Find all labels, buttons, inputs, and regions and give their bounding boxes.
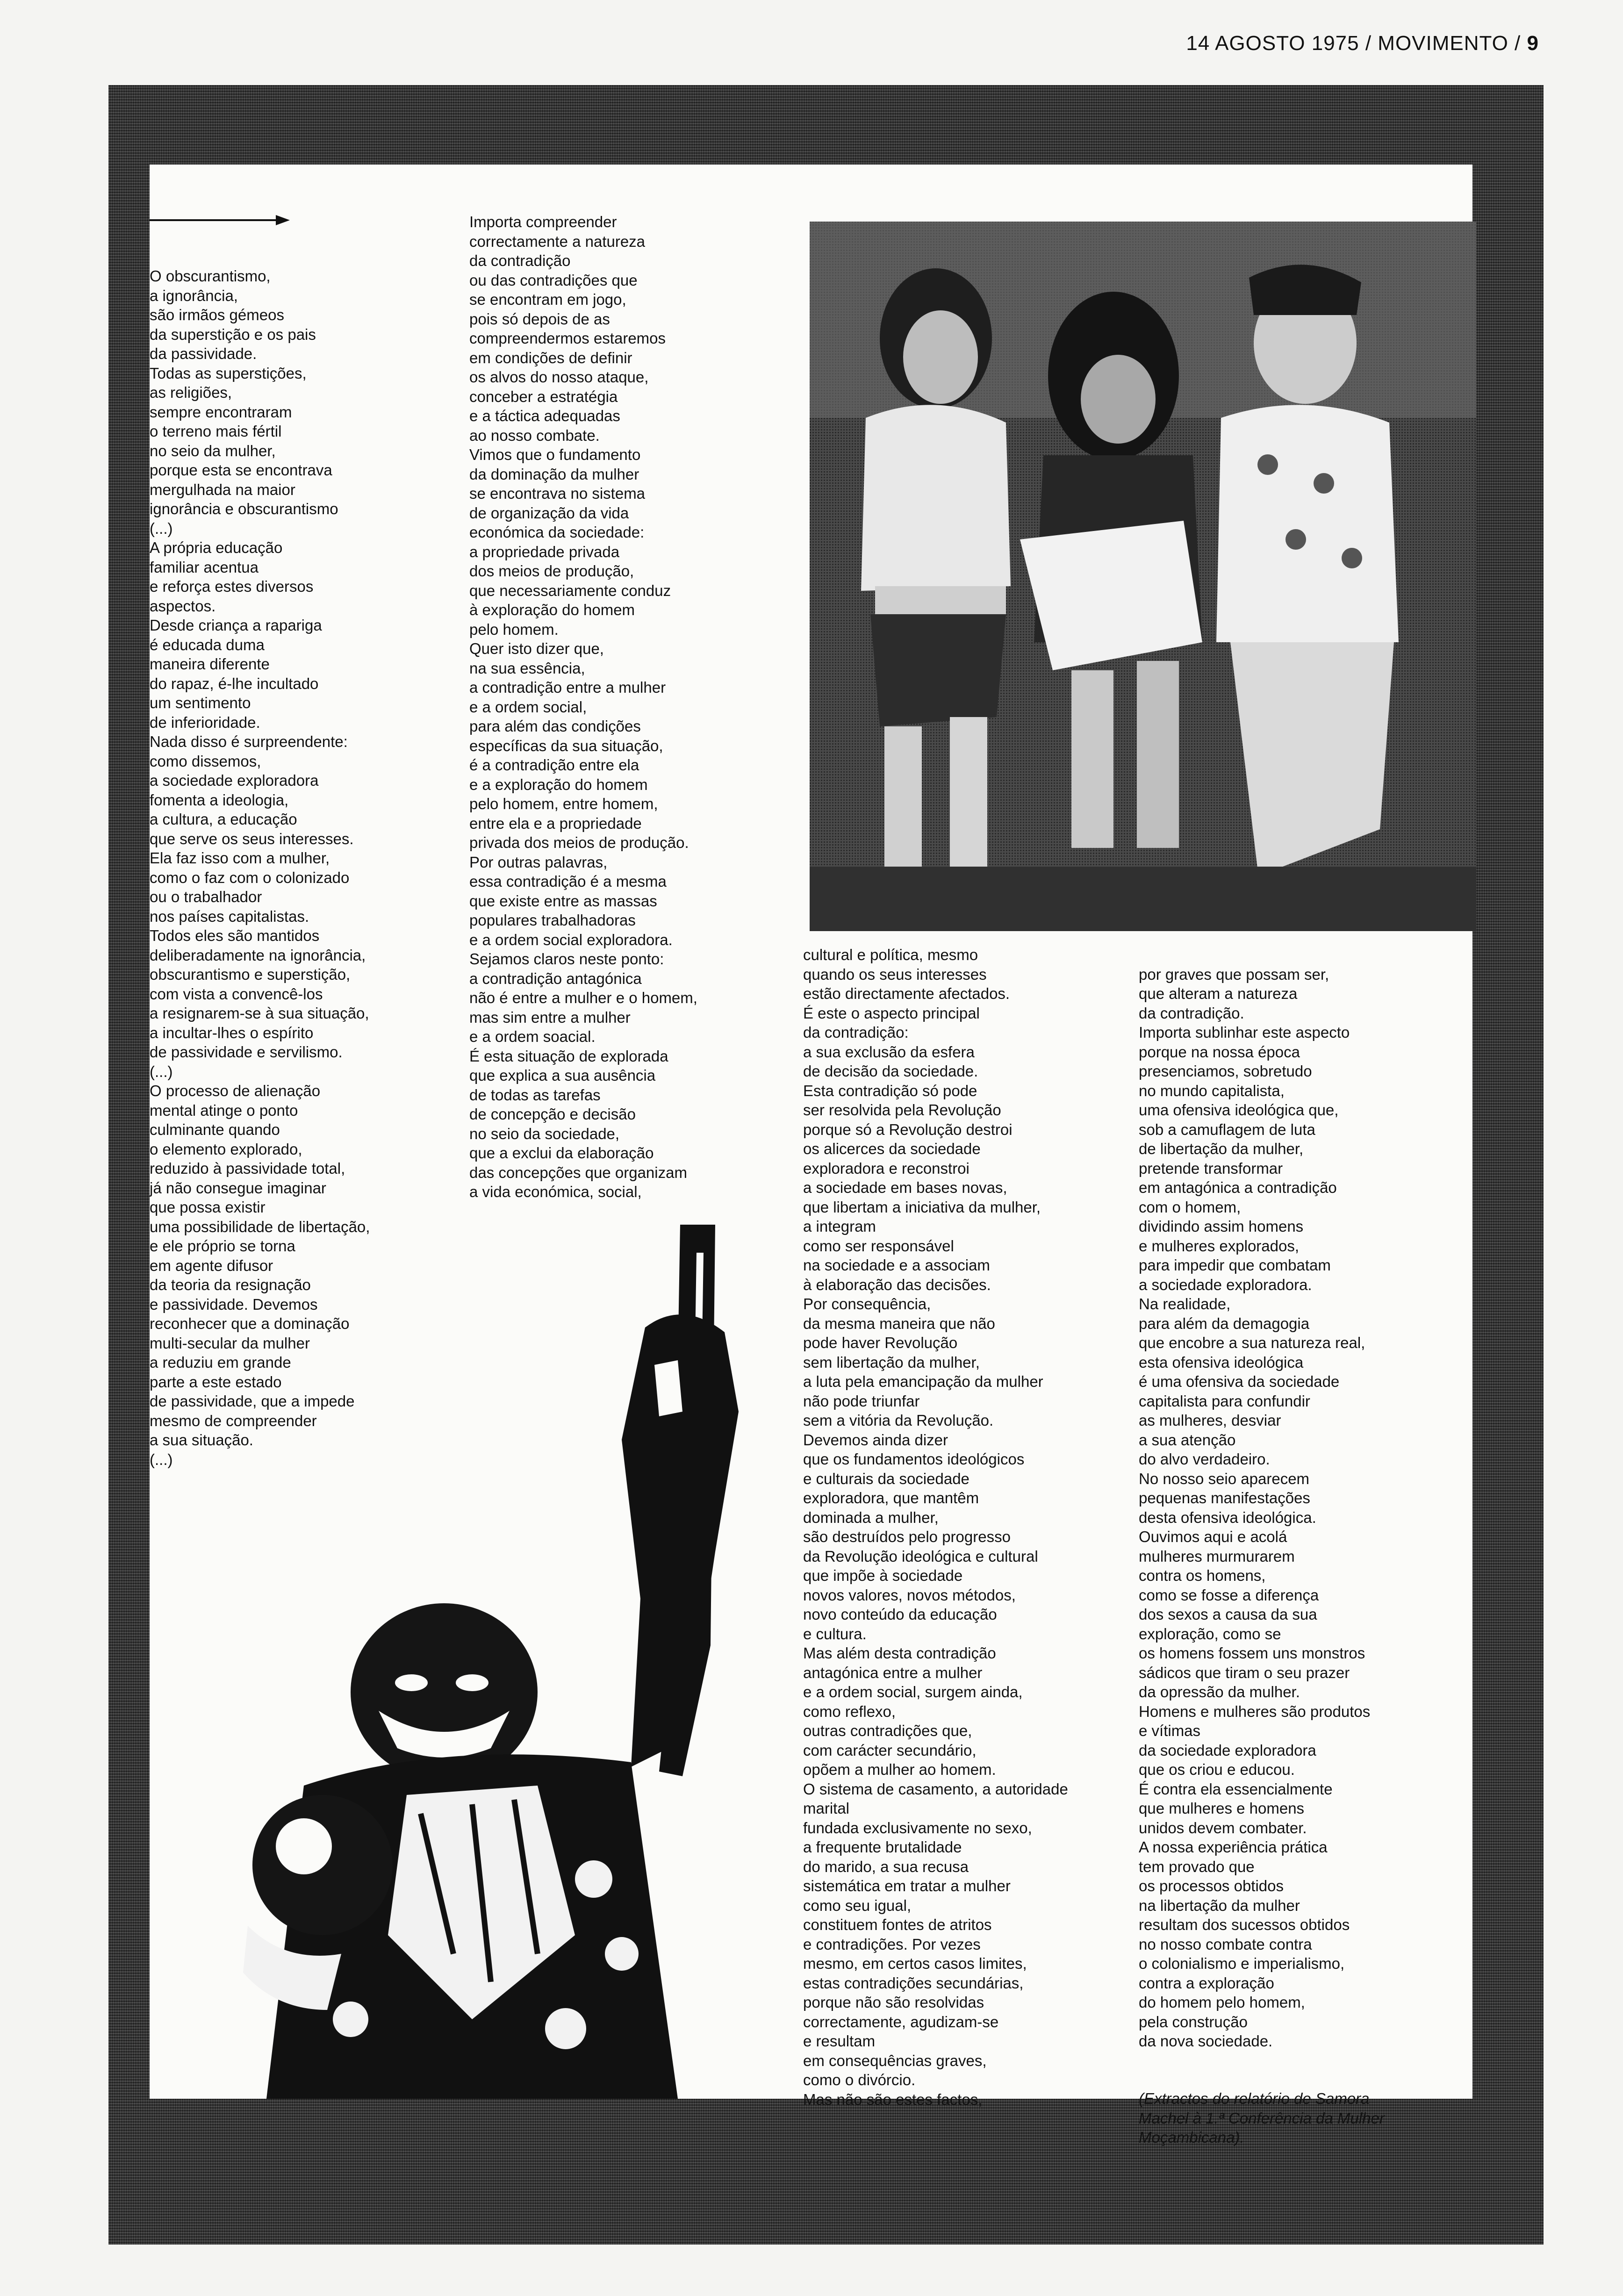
woman-with-hoe-illustration xyxy=(210,1225,804,2099)
arrow-icon xyxy=(150,213,290,227)
source-caption: (Extractos do relatório de Samora Machel à 1.ª Conferência da Mulher Moçambicana). xyxy=(1139,2090,1385,2146)
header-date: 14 AGOSTO 1975 / MOVIMENTO / xyxy=(1186,32,1521,55)
text-column-3: cultural e política, mesmo quando os seus interesses estão directamente afectados. É este o aspecto principal da contradição: a sua exclusão da esfera de decisão da sociedade. Esta contradição só pode ser resolvida pela Revolução porque só a Revolução destroi os alicerces da sociedade exploradora e reconstroi a sociedade em bases novas, que libertam a iniciativa da mulher, a integram como ser responsável na sociedade e a associam à elaboração das decisões. Por consequência, da mesma maneira que não pode haver Revolução sem libertação da mulher, a luta pela emancipação da mulher não pode triunfar sem a vitória da Revolução. Devemos ainda dizer que os fundamentos ideológicos e culturais da sociedade exploradora, que mantêm dominada a mulher, são destruídos pelo progresso da Revolução ideológica e cultural que impõe à sociedade novos valores, novos métodos, novo conteúdo da educação e cultura. Mas além desta contradição antagónica entre a mulher e a ordem social, surgem ainda, como reflexo, outras contradições que, com carácter secundário, opõem a mulher ao homem. O sistema de casamento, a autoridade marital fundada exclusivamente no sexo, a frequente brutalidade do marido, a sua recusa sistemática em tratar a mulher como seu igual, constituem fontes de atritos e contradições. Por vezes mesmo, em certos casos limites, estas contradições secundárias, porque não são resolvidas correctamente, agudizam-se e resultam em consequências graves, como o divórcio. Mas não são estes factos, xyxy=(803,946,1068,2108)
page-header xyxy=(1186,32,1539,55)
text-column-2: Importa compreender correctamente a natureza da contradição ou das contradições que se encontram em jogo, pois só depois de as compreendermos estaremos em condições de definir os alvos do nosso ataque, conceber a estratégia e a táctica adequadas ao nosso combate. Vimos que o fundamento da dominação da mulher se encontrava no sistema de organização da vida económica da sociedade: a propriedade privada dos meios de produção, que necessariamente conduz à exploração do homem pelo homem. Quer isto dizer que, na sua essência, a contradição entre a mulher e a ordem social, para além das condições específicas da sua situação, é a contradição entre ela e a exploração do homem pelo homem, entre homem, entre ela e a propriedade privada dos meios de produção. Por outras palavras, essa contradição é a mesma que existe entre as massas populares trabalhadoras e a ordem social exploradora. Sejamos claros neste ponto: a contradição antagónica não é entre a mulher e o homem, mas sim entre a mulher e a ordem soacial. É esta situação de explorada que explica a sua ausência de todas as tarefas de concepção e decisão no seio da sociedade, que a exclui da elaboração das concepções que organizam a vida económica, social, xyxy=(469,213,697,1200)
page-number: 9 xyxy=(1527,32,1539,55)
column-4-body: por graves que possam ser, que alteram a natureza da contradição. Importa sublinhar este aspecto porque na nossa época presenciamos, sobretudo no mundo capitalista, uma ofensiva ideológica que, sob a camuflagem de luta de libertação da mulher, pretende transformar em antagónica a contradição com o homem, dividindo assim homens e mulheres explorados, para impedir que combatam a sociedade exploradora. Na realidade, para além da demagogia que encobre a sua natureza real, esta ofensiva ideológica é uma ofensiva da sociedade capitalista para confundir as mulheres, desviar a sua atenção do alvo verdadeiro. No nosso seio aparecem pequenas manifestações desta ofensiva ideológica. Ouvimos aqui e acolá mulheres murmurarem contra os homens, como se fosse a diferença dos sexos a causa da sua exploração, como se os homens fossem uns monstros sádicos que tiram o seu prazer da opressão da mulher. Homens e mulheres são produtos e vítimas da sociedade exploradora que os criou e educou. É contra ela essencialmente que mulheres e homens unidos devem combater. A nossa experiência prática tem provado que os processos obtidos na libertação da mulher resultam dos sucessos obtidos no nosso combate contra o colonialismo e imperialismo, contra a exploração do homem pelo homem, pela construção da nova sociedade. xyxy=(1139,965,1371,2050)
children-reading-photo xyxy=(810,222,1476,931)
text-column-4 xyxy=(1139,945,1429,2167)
article-panel xyxy=(150,165,1472,2146)
text-column-1: O obscurantismo, a ignorância, são irmãos gémeos da superstição e os pais da passividade. Todas as superstições, as religiões, sempre encontraram o terreno mais fértil no seio da mulher, porque esta se encontrava mergulhada na maior ignorância e obscurantismo (...) A própria educação familiar acentua e reforça estes diversos aspectos. Desde criança a rapariga é educada duma maneira diferente do rapaz, é-lhe incultado um sentimento de inferioridade. Nada disso é surpreendente: como dissemos, a sociedade exploradora fomenta a ideologia, a cultura, a educação que serve os seus interesses. Ela faz isso com a mulher, como o faz com o colonizado ou o trabalhador nos países capitalistas. Todos eles são mantidos deliberadamente na ignorância, obscurantismo e superstição, com vista a convencê-los a resignarem-se à sua situação, a incultar-lhes o espírito de passividade e servilismo. (...) O processo de alienação mental atinge o ponto culminante quando o elemento explorado, reduzido à passividade total, já não consegue imaginar que possa existir uma possibilidade de libertação, e ele próprio se torna em agente difusor da teoria da resignação e passividade. Devemos reconhecer que a dominação multi-secular da mulher a reduziu em grande parte a este estado de passividade, que a impede mesmo de compreender a sua situação. (...) xyxy=(150,267,370,1468)
